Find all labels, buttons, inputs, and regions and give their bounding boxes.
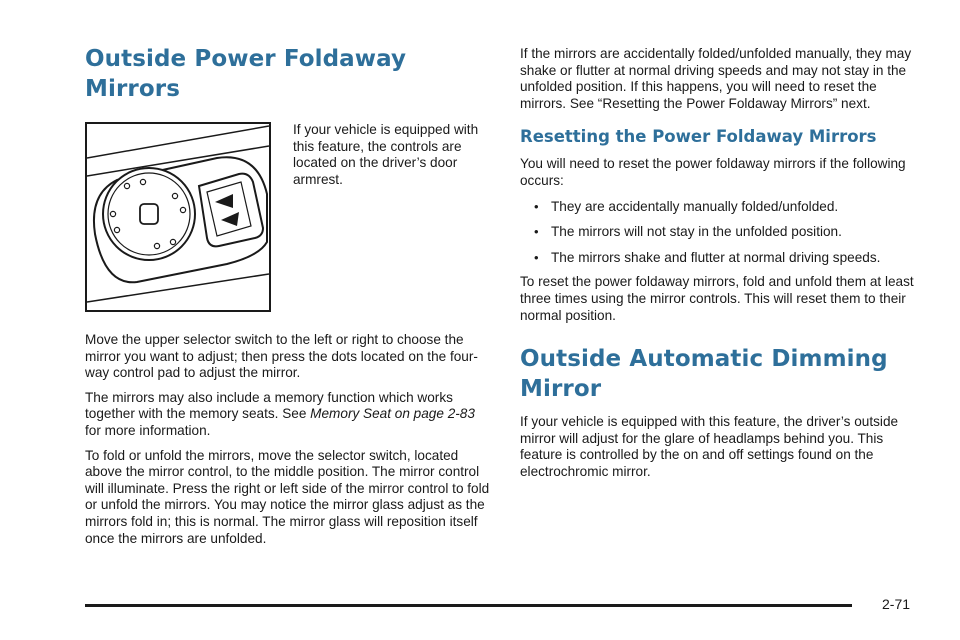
paragraph-reset-procedure: To reset the power foldaway mirrors, fold and unfold them at least three times using the mirror controls. This will reset them to their normal position.	[520, 274, 914, 323]
resetting-heading: Resetting the Power Foldaway Mirrors	[520, 127, 877, 147]
mirror-control-illustration	[85, 122, 271, 312]
memory-seat-reference-link[interactable]: Memory Seat on page 2-83	[310, 406, 475, 422]
section-title: Outside Power Foldaway Mirrors	[85, 46, 407, 102]
left-column	[85, 44, 490, 547]
paragraph-dimming-mirror: If your vehicle is equipped with this feature, the driver’s outside mirror will adjust for the glare of headlamps behind you. This feature is controlled by the on and off settings found on the electrochromic mirror.	[520, 414, 899, 479]
paragraph-memory-function: The mirrors may also include a memory function which works together with the memory seats. See Memory Seat on page 2-83 for more information.	[85, 389, 475, 438]
paragraph-fold-unfold: To fold or unfold the mirrors, move the selector switch, located above the mirror control, to the middle position. The mirror control will illuminate. Press the right or left side of the mirror control to fold or unfold the mirrors. You may notice the mirror glass adjust as the mirrors fold in; this is normal. The mirror glass will reposition itself once the mirrors are unfolded.	[85, 447, 490, 546]
footer-rule	[85, 604, 852, 607]
list-item: • The mirrors will not stay in the unfolded position.	[534, 224, 842, 240]
right-column	[520, 46, 925, 481]
figure-row	[85, 122, 490, 332]
paragraph-accidental-fold: If the mirrors are accidentally folded/unfolded manually, they may shake or flutter at normal driving speeds and may not stay in the unfolded position. If this happens, you will need to reset the mirrors. See “Resetting the Power Foldaway Mirrors” next.	[520, 46, 912, 111]
figure-caption: If your vehicle is equipped with this feature, the controls are located on the driver’s door armrest.	[293, 122, 479, 187]
paragraph-selector-switch: Move the upper selector switch to the left or right to choose the mirror you want to adjust; then press the dots located on the four-way control pad to adjust the mirror.	[85, 332, 478, 381]
list-item: • They are accidentally manually folded/unfolded.	[534, 198, 839, 214]
paragraph-reset-intro: You will need to reset the power foldaway mirrors if the following occurs:	[520, 156, 906, 188]
reset-conditions-list	[520, 199, 925, 267]
list-item: • The mirrors shake and flutter at normal driving speeds.	[534, 249, 881, 265]
bullet-icon: •	[534, 198, 539, 214]
dimming-mirror-heading: Outside Automatic Dimming Mirror	[520, 346, 888, 403]
mirror-control-icon	[87, 124, 269, 310]
page-number: 2-71	[882, 596, 911, 612]
bullet-icon: •	[534, 249, 539, 265]
bullet-icon: •	[534, 224, 539, 240]
